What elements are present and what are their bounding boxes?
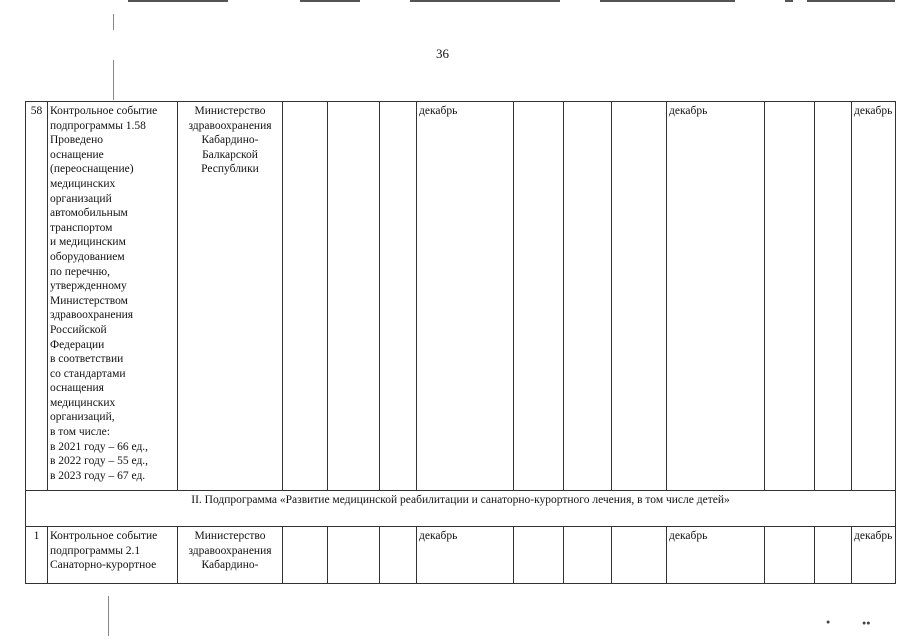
scan-speck: ● — [826, 618, 831, 626]
month-cell — [283, 527, 328, 584]
top-rule-4 — [600, 0, 735, 2]
month-cell — [514, 102, 564, 491]
month-cell — [765, 527, 815, 584]
month-cell: декабрь — [852, 102, 896, 491]
month-cell — [612, 102, 667, 491]
month-cell: декабрь — [417, 527, 514, 584]
section-header-row — [26, 491, 896, 527]
row-number: 58 — [26, 102, 48, 491]
month-cell — [514, 527, 564, 584]
month-cell — [815, 102, 852, 491]
responsible-executor: Министерство здравоохранения Кабардино- Балкарской Республики — [178, 102, 283, 491]
month-cell — [765, 102, 815, 491]
row-number: 1 — [26, 527, 48, 584]
scan-artifact-line — [113, 14, 114, 30]
month-cell — [283, 102, 328, 491]
top-rule-3 — [410, 0, 560, 2]
table-row — [26, 102, 896, 491]
top-rule-1 — [128, 0, 228, 2]
top-rule-5 — [785, 0, 793, 2]
month-cell — [328, 102, 380, 491]
month-cell: декабрь — [667, 527, 765, 584]
section-title: II. Подпрограмма «Развитие медицинской реабилитации и санаторно-курортного лечения, в том числе детей» — [26, 491, 896, 527]
month-cell: декабрь — [417, 102, 514, 491]
top-rule-2 — [300, 0, 360, 2]
responsible-executor: Министерство здравоохранения Кабардино- — [178, 527, 283, 584]
month-cell: декабрь — [852, 527, 896, 584]
month-cell — [380, 527, 417, 584]
scan-speck: ●● — [862, 619, 871, 627]
scan-artifact-line — [108, 596, 109, 636]
month-cell — [328, 527, 380, 584]
page-number: 36 — [436, 46, 449, 61]
month-cell — [612, 527, 667, 584]
month-cell: декабрь — [667, 102, 765, 491]
table-row — [26, 527, 896, 584]
month-cell — [564, 527, 612, 584]
top-rule-6 — [807, 0, 895, 2]
event-description: Контрольное событие подпрограммы 2.1 Санаторно-курортное — [48, 527, 178, 584]
scan-artifact-line — [113, 60, 114, 100]
month-cell — [815, 527, 852, 584]
month-cell — [380, 102, 417, 491]
schedule-table — [25, 101, 896, 584]
event-description: Контрольное событие подпрограммы 1.58 Проведено оснащение (переоснащение) медицинских организаций автомобильным транспортом и медицинским оборудованием по перечню, утвержденному Министерством здравоохранения Российской Федерации в соответствии со стандартами оснащения медицинских организаций, в том числе: в 2021 году – 66 ед., в 2022 году – 55 ед., в 2023 году – 67 ед. — [48, 102, 178, 491]
month-cell — [564, 102, 612, 491]
